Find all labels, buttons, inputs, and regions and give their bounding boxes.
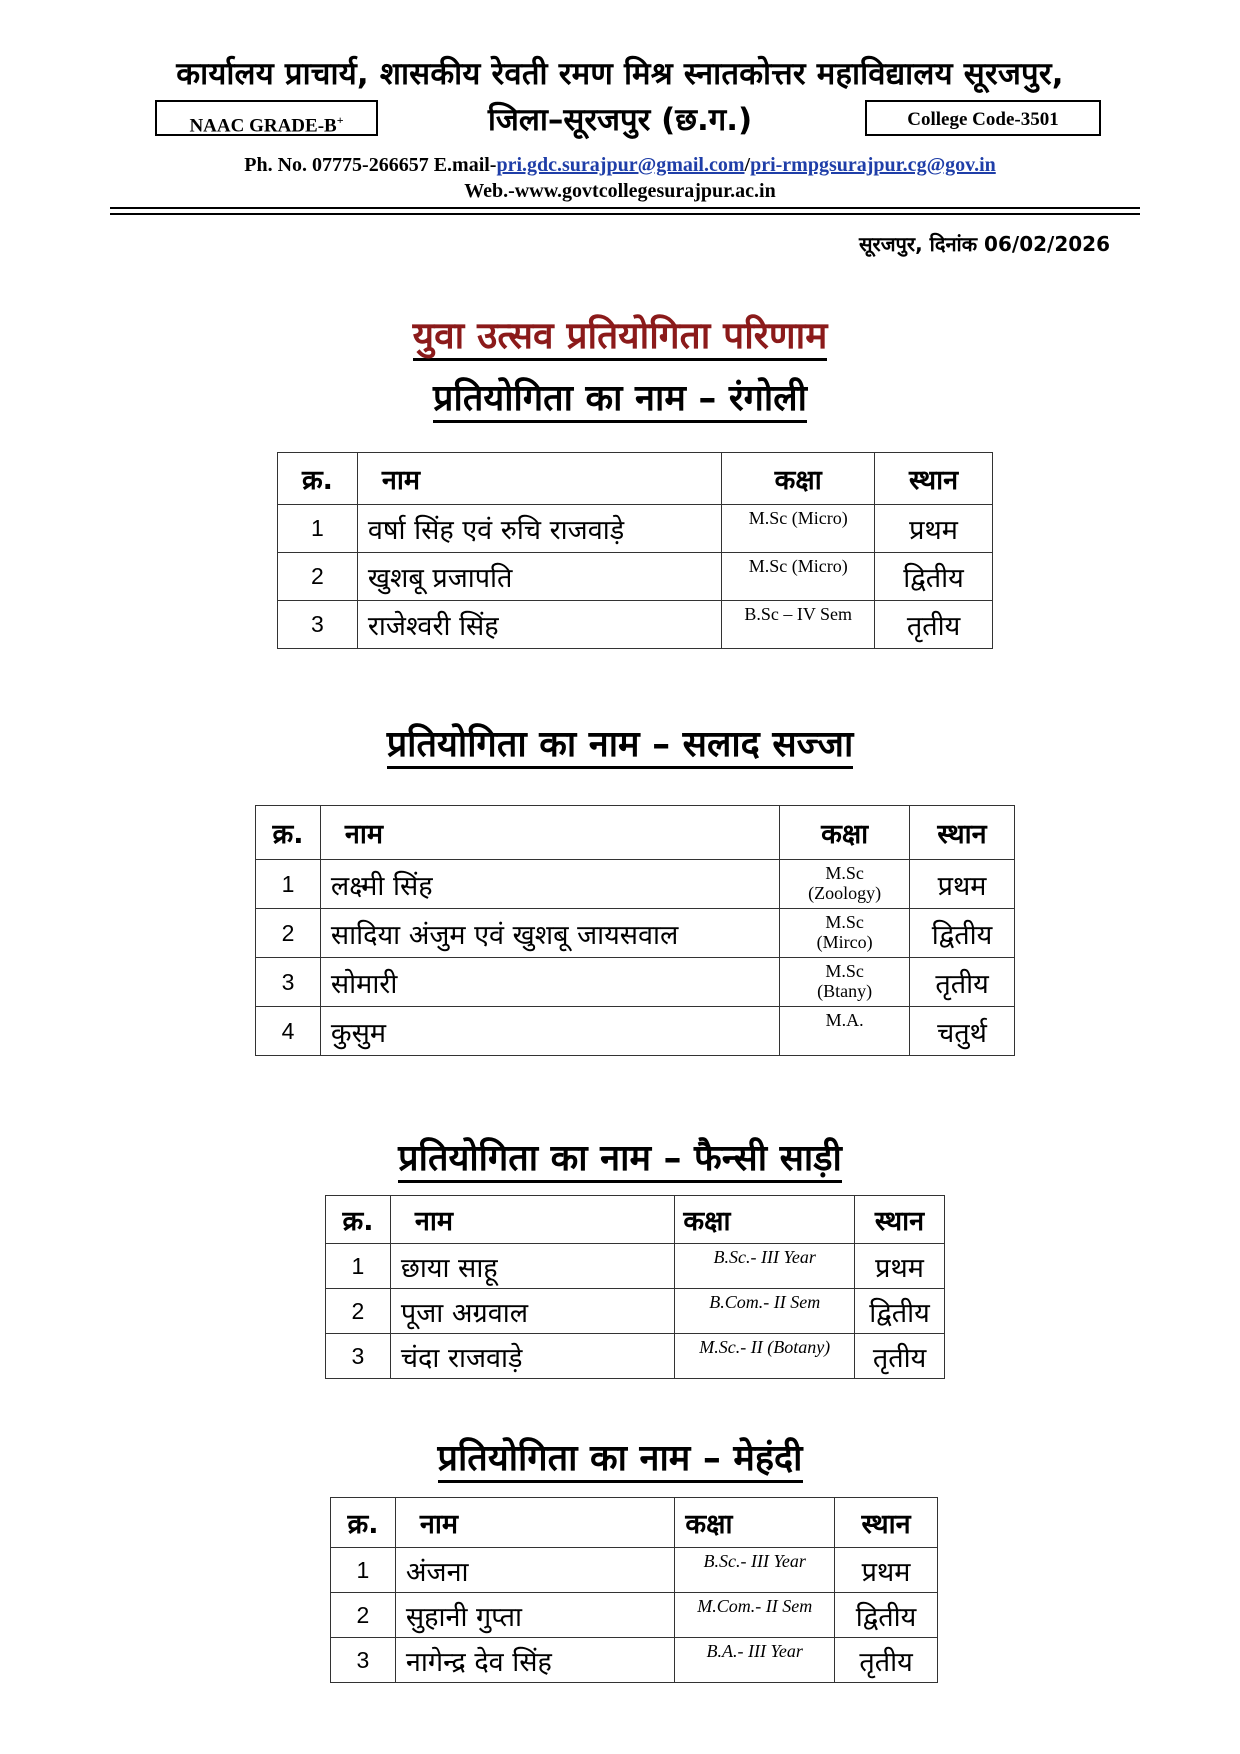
main-title [0,308,1240,359]
website-line: Web.-www.govtcollegesurajpur.ac.in [464,180,776,202]
cell-place: प्रथम [910,860,1015,909]
table-row [331,1638,938,1683]
cell-sno: 1 [326,1244,391,1289]
col-header-place: स्थान [835,1498,938,1548]
cell-place: तृतीय [910,958,1015,1007]
cell-name: कुसुम [320,1007,779,1056]
cell-name: चंदा राजवाड़े [390,1334,674,1379]
col-header-sno: क्र. [278,453,358,505]
cell-sno: 1 [331,1548,396,1593]
results-table-rangoli [277,452,993,649]
contact-line [0,154,1240,177]
col-header-place: स्थान [910,806,1015,860]
table-row [256,860,1015,909]
table-row [326,1334,945,1379]
cell-class: B.Sc.- III Year [675,1548,835,1593]
cell-sno: 1 [278,505,358,553]
col-header-place: स्थान [875,453,993,505]
header-rule-bottom [110,213,1140,215]
table-row [278,601,993,649]
cell-sno: 2 [278,553,358,601]
cell-place: प्रथम [875,505,993,553]
cell-place: तृतीय [855,1334,945,1379]
col-header-name: नाम [390,1196,674,1244]
results-table-salad [255,805,1015,1056]
cell-place: द्वितीय [875,553,993,601]
college-code-box [865,100,1101,136]
competition-title-text: प्रतियोगिता का नाम – सलाद सज्जा [387,724,854,769]
competition-title-fancy-saree [0,1132,1240,1181]
cell-sno: 3 [256,958,321,1007]
col-header-name: नाम [320,806,779,860]
cell-class-line-1: M.Sc [825,912,864,932]
col-header-name: नाम [395,1498,674,1548]
competition-title-text: प्रतियोगिता का नाम – फैन्सी साड़ी [398,1138,842,1183]
cell-class [780,1007,910,1056]
table-row [326,1289,945,1334]
cell-name: छाया साहू [390,1244,674,1289]
col-header-sno: क्र. [331,1498,396,1548]
col-header-class: कक्षा [675,1196,855,1244]
email-link-1[interactable]: pri.gdc.surajpur@gmail.com [496,154,745,176]
cell-class-line-1: M.Sc [825,863,864,883]
competition-title-rangoli [0,372,1240,421]
cell-class-line-2: (Btany) [817,981,873,1001]
office-line-2: जिला–सूरजपुर (छ.ग.) [487,102,753,138]
cell-sno: 2 [331,1593,396,1638]
office-line-1: कार्यालय प्राचार्य, शासकीय रेवती रमण मिश्र स्नातकोत्तर महाविद्यालय सूरजपुर, [176,56,1064,92]
cell-class-line-2: (Mirco) [816,932,873,952]
cell-name: पूजा अग्रवाल [390,1289,674,1334]
table-row [278,505,993,553]
header-rule-top [110,207,1140,209]
cell-place: द्वितीय [910,909,1015,958]
table-row [331,1593,938,1638]
col-header-name: नाम [357,453,721,505]
results-table-fancy-saree [325,1195,945,1379]
cell-name: सुहानी गुप्ता [395,1593,674,1638]
table-row [278,553,993,601]
table-header-row [256,806,1015,860]
competition-title-salad [0,718,1240,767]
cell-name: वर्षा सिंह एवं रुचि राजवाड़े [357,505,721,553]
cell-sno: 3 [331,1638,396,1683]
cell-place: चतुर्थ [910,1007,1015,1056]
cell-class: M.Sc (Micro) [722,505,875,553]
cell-class [780,958,910,1007]
main-title-text: युवा उत्सव प्रतियोगिता परिणाम [413,314,828,361]
cell-class: M.Sc.- II (Botany) [675,1334,855,1379]
cell-sno: 2 [256,909,321,958]
table-header-row [278,453,993,505]
naac-grade-sup: + [336,113,344,127]
cell-class: B.A.- III Year [675,1638,835,1683]
cell-class-line-2: (Zoology) [808,883,882,903]
cell-place: प्रथम [835,1548,938,1593]
college-code-label: College Code-3501 [907,109,1059,130]
cell-name: खुशबू प्रजापति [357,553,721,601]
competition-title-mehndi [0,1432,1240,1481]
cell-sno: 3 [278,601,358,649]
cell-place: प्रथम [855,1244,945,1289]
cell-class-line-1: M.Sc [825,961,864,981]
cell-sno: 4 [256,1007,321,1056]
table-header-row [331,1498,938,1548]
cell-sno: 3 [326,1334,391,1379]
cell-class: M.Com.- II Sem [675,1593,835,1638]
results-table-mehndi [330,1497,938,1683]
phone-text: Ph. No. 07775-266657 E.mail- [244,154,497,176]
cell-name: अंजना [395,1548,674,1593]
cell-name: सादिया अंजुम एवं खुशबू जायसवाल [320,909,779,958]
cell-class [780,909,910,958]
naac-grade-label: NAAC GRADE-B [189,115,337,137]
competition-title-text: प्रतियोगिता का नाम – रंगोली [433,378,807,423]
col-header-sno: क्र. [326,1196,391,1244]
cell-name: सोमारी [320,958,779,1007]
col-header-class: कक्षा [780,806,910,860]
cell-class: B.Com.- II Sem [675,1289,855,1334]
cell-class [780,860,910,909]
cell-class-line-1: M.A. [825,1010,864,1030]
cell-class: B.Sc.- III Year [675,1244,855,1289]
email-separator: / [744,154,751,176]
cell-place: तृतीय [875,601,993,649]
col-header-sno: क्र. [256,806,321,860]
col-header-place: स्थान [855,1196,945,1244]
cell-class: M.Sc (Micro) [722,553,875,601]
cell-sno: 1 [256,860,321,909]
table-row [326,1244,945,1289]
table-row [331,1548,938,1593]
cell-name: राजेश्वरी सिंह [357,601,721,649]
table-row [256,1007,1015,1056]
col-header-class: कक्षा [722,453,875,505]
table-row [256,958,1015,1007]
col-header-class: कक्षा [675,1498,835,1548]
table-row [256,909,1015,958]
cell-name: नागेन्द्र देव सिंह [395,1638,674,1683]
competition-title-text: प्रतियोगिता का नाम – मेहंदी [438,1438,803,1483]
cell-place: तृतीय [835,1638,938,1683]
cell-name: लक्ष्मी सिंह [320,860,779,909]
cell-place: द्वितीय [835,1593,938,1638]
cell-place: द्वितीय [855,1289,945,1334]
email-link-2[interactable]: pri-rmpgsurajpur.cg@gov.in [750,154,996,176]
date-line: सूरजपुर, दिनांक 06/02/2026 [859,232,1110,256]
cell-sno: 2 [326,1289,391,1334]
table-header-row [326,1196,945,1244]
naac-grade-box [155,100,378,136]
cell-class: B.Sc – IV Sem [722,601,875,649]
